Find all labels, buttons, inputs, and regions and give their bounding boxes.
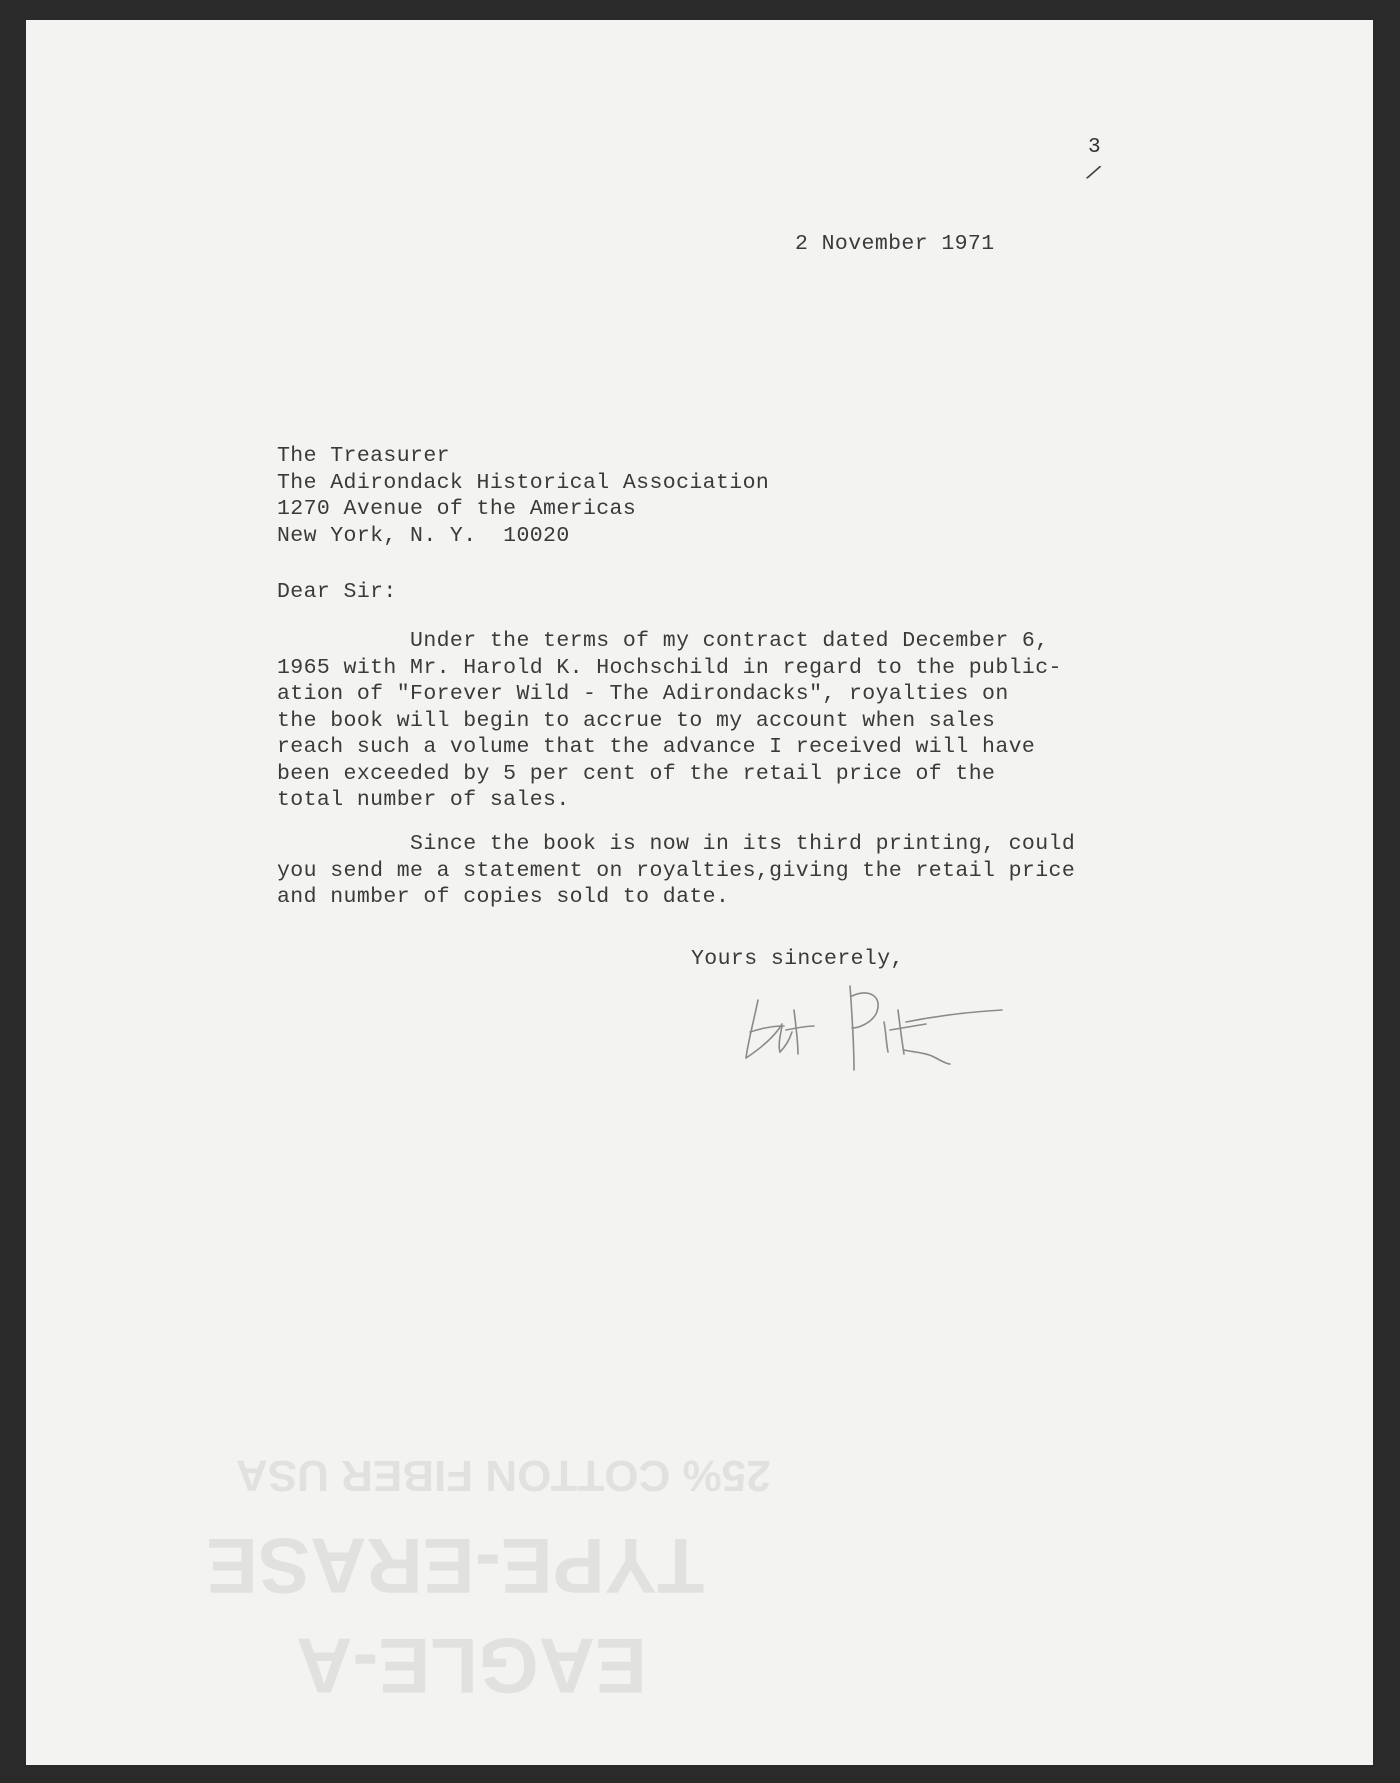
address-line: The Adirondack Historical Association (277, 470, 770, 495)
bleed-through-line: TYPE-ERASE (206, 1522, 705, 1610)
recipient-address (277, 443, 769, 549)
page-number-mark: / (1082, 160, 1104, 189)
paragraph-line: Under the terms of my contract dated December 6, (277, 629, 1049, 653)
page-number: 3 (1088, 136, 1102, 159)
letter-date: 2 November 1971 (795, 232, 995, 256)
paragraph-line: you send me a statement on royalties,giving the retail price (277, 858, 1076, 883)
paragraph-line: Since the book is now in its third printing, could (277, 832, 1076, 856)
paragraph-line: 1965 with Mr. Harold K. Hochschild in regard to the public- (277, 655, 1062, 680)
paragraph-line: reach such a volume that the advance I received will have (277, 735, 1036, 759)
paragraph-line: ation of "Forever Wild - The Adirondacks", royalties on (277, 682, 1009, 706)
address-line: New York, N. Y. 10020 (277, 523, 570, 548)
bleed-through-line: 25% COTTON FIBER USA (236, 1451, 771, 1500)
bleed-through-line: EAGLE-A (296, 1622, 647, 1710)
paragraph-line: total number of sales. (277, 788, 570, 812)
body-paragraph-1 (277, 628, 1062, 814)
paragraph-line: been exceeded by 5 per cent of the retail price of the (277, 761, 996, 786)
salutation: Dear Sir: (277, 580, 397, 604)
address-line: 1270 Avenue of the Americas (277, 497, 637, 521)
paragraph-line: and number of copies sold to date. (277, 885, 730, 909)
closing: Yours sincerely, (691, 947, 904, 971)
paragraph-line: the book will begin to accrue to my account when sales (277, 708, 996, 733)
address-line: The Treasurer (277, 444, 450, 468)
letter-page (26, 20, 1373, 1765)
bleed-through-watermark (206, 1450, 806, 1720)
body-paragraph-2 (277, 831, 1075, 911)
handwritten-signature (736, 980, 1006, 1075)
